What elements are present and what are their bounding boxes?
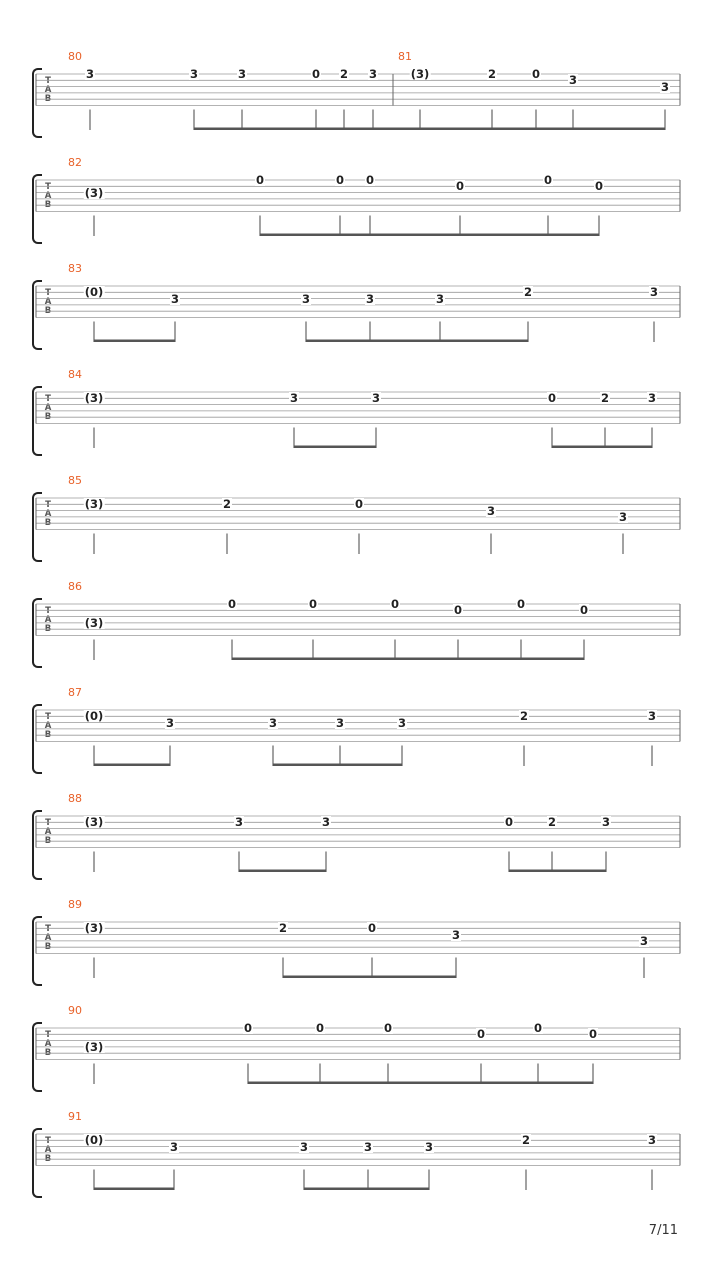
fret-number: 0 <box>547 391 557 406</box>
fret-number: (3) <box>84 185 104 200</box>
staff-lines <box>32 368 692 458</box>
fret-number: 3 <box>237 67 247 81</box>
fret-number: 3 <box>660 79 670 94</box>
fret-number: 3 <box>618 509 628 524</box>
note-beam <box>94 340 175 343</box>
fret-number: 3 <box>649 285 659 300</box>
note-beam <box>548 234 599 237</box>
tab-clef: T A B <box>44 76 52 104</box>
staff-system <box>32 156 692 246</box>
staff-system <box>32 898 692 988</box>
fret-number: 3 <box>268 715 278 730</box>
fret-number: 3 <box>435 291 445 306</box>
fret-number: 0 <box>390 597 400 611</box>
note-beam <box>340 234 370 237</box>
note-beam <box>395 658 458 661</box>
fret-number: 3 <box>365 291 375 306</box>
measure-number: 81 <box>398 50 412 63</box>
measure-number: 89 <box>68 898 82 911</box>
note-beam <box>340 764 402 767</box>
measure-number: 84 <box>68 368 82 381</box>
fret-number: 2 <box>523 285 533 300</box>
fret-number: 0 <box>227 597 237 611</box>
fret-number: 3 <box>424 1139 434 1154</box>
fret-number: 0 <box>533 1021 543 1035</box>
fret-number: (3) <box>84 391 104 406</box>
note-beam <box>573 128 665 131</box>
fret-number: 3 <box>647 1133 657 1148</box>
fret-number: 2 <box>521 1133 531 1148</box>
fret-number: 0 <box>255 173 265 187</box>
staff-lines <box>32 474 692 564</box>
note-beam <box>552 870 606 873</box>
tab-clef: T A B <box>44 182 52 210</box>
fret-number: 3 <box>568 73 578 88</box>
fret-number: 3 <box>639 933 649 948</box>
note-beam <box>306 340 370 343</box>
fret-number: (3) <box>84 615 104 630</box>
measure-number: 90 <box>68 1004 82 1017</box>
staff-system <box>32 368 692 458</box>
fret-number: 0 <box>315 1021 325 1035</box>
note-beam <box>316 128 344 131</box>
fret-number: 2 <box>339 67 349 81</box>
fret-number: (3) <box>84 1039 104 1054</box>
note-beam <box>273 764 340 767</box>
fret-number: 3 <box>169 1139 179 1154</box>
note-beam <box>304 1188 368 1191</box>
fret-number: (0) <box>84 285 104 300</box>
note-beam <box>344 128 373 131</box>
note-beam <box>552 446 605 449</box>
note-beam <box>492 128 536 131</box>
fret-number: 0 <box>383 1021 393 1035</box>
note-beam <box>460 234 548 237</box>
note-beam <box>232 658 313 661</box>
measure-number: 86 <box>68 580 82 593</box>
measure-number: 91 <box>68 1110 82 1123</box>
page-number: 7/11 <box>648 1223 678 1238</box>
fret-number: 0 <box>335 173 345 187</box>
note-beam <box>521 658 584 661</box>
fret-number: (3) <box>84 497 104 512</box>
fret-number: 3 <box>647 709 657 724</box>
measure-number: 85 <box>68 474 82 487</box>
fret-number: 0 <box>504 815 514 830</box>
note-beam <box>283 976 372 979</box>
staff-system <box>32 580 692 670</box>
tab-clef: T A B <box>44 924 52 952</box>
staff-lines <box>32 1004 692 1094</box>
staff-lines <box>32 898 692 988</box>
fret-number: 3 <box>335 715 345 730</box>
note-beam <box>458 658 521 661</box>
note-beam <box>373 128 420 131</box>
fret-number: 3 <box>321 815 331 830</box>
note-beam <box>239 870 326 873</box>
fret-number: (3) <box>84 921 104 936</box>
fret-number: 0 <box>354 497 364 512</box>
fret-number: (3) <box>410 67 430 81</box>
tab-clef: T A B <box>44 288 52 316</box>
fret-number: 0 <box>531 67 541 81</box>
fret-number: 0 <box>594 179 604 194</box>
fret-number: 0 <box>311 67 321 81</box>
fret-number: 2 <box>519 709 529 724</box>
fret-number: (0) <box>84 1133 104 1148</box>
staff-system <box>32 1004 692 1094</box>
fret-number: 3 <box>451 927 461 942</box>
note-beam <box>294 446 376 449</box>
note-beam <box>260 234 340 237</box>
staff-system <box>32 686 692 776</box>
note-beam <box>481 1082 538 1085</box>
note-beam <box>370 340 440 343</box>
tab-clef: T A B <box>44 1030 52 1058</box>
note-beam <box>368 1188 429 1191</box>
staff-system <box>32 262 692 352</box>
staff-system <box>32 474 692 564</box>
fret-number: 0 <box>476 1027 486 1042</box>
fret-number: 2 <box>547 815 557 830</box>
measure-number: 87 <box>68 686 82 699</box>
staff-system <box>32 50 692 140</box>
measure-number: 80 <box>68 50 82 63</box>
tab-clef: T A B <box>44 394 52 422</box>
fret-number: 0 <box>308 597 318 611</box>
fret-number: 3 <box>601 815 611 830</box>
fret-number: 0 <box>516 597 526 611</box>
fret-number: 2 <box>222 497 232 512</box>
staff-lines <box>32 156 692 246</box>
fret-number: 3 <box>170 291 180 306</box>
staff-system <box>32 792 692 882</box>
staff-lines <box>32 686 692 776</box>
tab-clef: T A B <box>44 606 52 634</box>
tab-clef: T A B <box>44 818 52 846</box>
fret-number: 3 <box>234 815 244 830</box>
note-beam <box>320 1082 388 1085</box>
fret-number: 3 <box>371 391 381 406</box>
fret-number: 3 <box>647 391 657 406</box>
note-beam <box>420 128 492 131</box>
note-beam <box>313 658 395 661</box>
staff-lines <box>32 262 692 352</box>
note-beam <box>370 234 460 237</box>
note-beam <box>94 1188 174 1191</box>
note-beam <box>388 1082 481 1085</box>
note-beam <box>372 976 456 979</box>
note-beam <box>94 764 170 767</box>
fret-number: 3 <box>85 67 95 81</box>
fret-number: 0 <box>455 179 465 194</box>
tab-clef: T A B <box>44 500 52 528</box>
measure-number: 82 <box>68 156 82 169</box>
note-beam <box>536 128 573 131</box>
staff-lines <box>32 792 692 882</box>
fret-number: 3 <box>301 291 311 306</box>
fret-number: 0 <box>453 603 463 618</box>
note-beam <box>194 128 242 131</box>
staff-system <box>32 1110 692 1200</box>
measure-number: 88 <box>68 792 82 805</box>
staff-lines <box>32 50 692 140</box>
fret-number: 3 <box>289 391 299 406</box>
fret-number: 0 <box>543 173 553 187</box>
note-beam <box>538 1082 593 1085</box>
fret-number: (0) <box>84 709 104 724</box>
fret-number: 0 <box>588 1027 598 1042</box>
fret-number: 0 <box>365 173 375 187</box>
fret-number: 3 <box>363 1139 373 1154</box>
fret-number: 3 <box>486 503 496 518</box>
fret-number: 3 <box>299 1139 309 1154</box>
fret-number: 0 <box>579 603 589 618</box>
note-beam <box>248 1082 320 1085</box>
fret-number: 3 <box>397 715 407 730</box>
note-beam <box>509 870 552 873</box>
note-beam <box>242 128 316 131</box>
fret-number: 2 <box>487 67 497 81</box>
fret-number: (3) <box>84 815 104 830</box>
note-beam <box>440 340 528 343</box>
fret-number: 3 <box>165 715 175 730</box>
staff-lines <box>32 1110 692 1200</box>
fret-number: 0 <box>243 1021 253 1035</box>
tab-clef: T A B <box>44 1136 52 1164</box>
staff-lines <box>32 580 692 670</box>
measure-number: 83 <box>68 262 82 275</box>
fret-number: 3 <box>368 67 378 81</box>
fret-number: 2 <box>278 921 288 936</box>
fret-number: 3 <box>189 67 199 81</box>
note-beam <box>605 446 652 449</box>
fret-number: 0 <box>367 921 377 936</box>
fret-number: 2 <box>600 391 610 406</box>
tab-clef: T A B <box>44 712 52 740</box>
